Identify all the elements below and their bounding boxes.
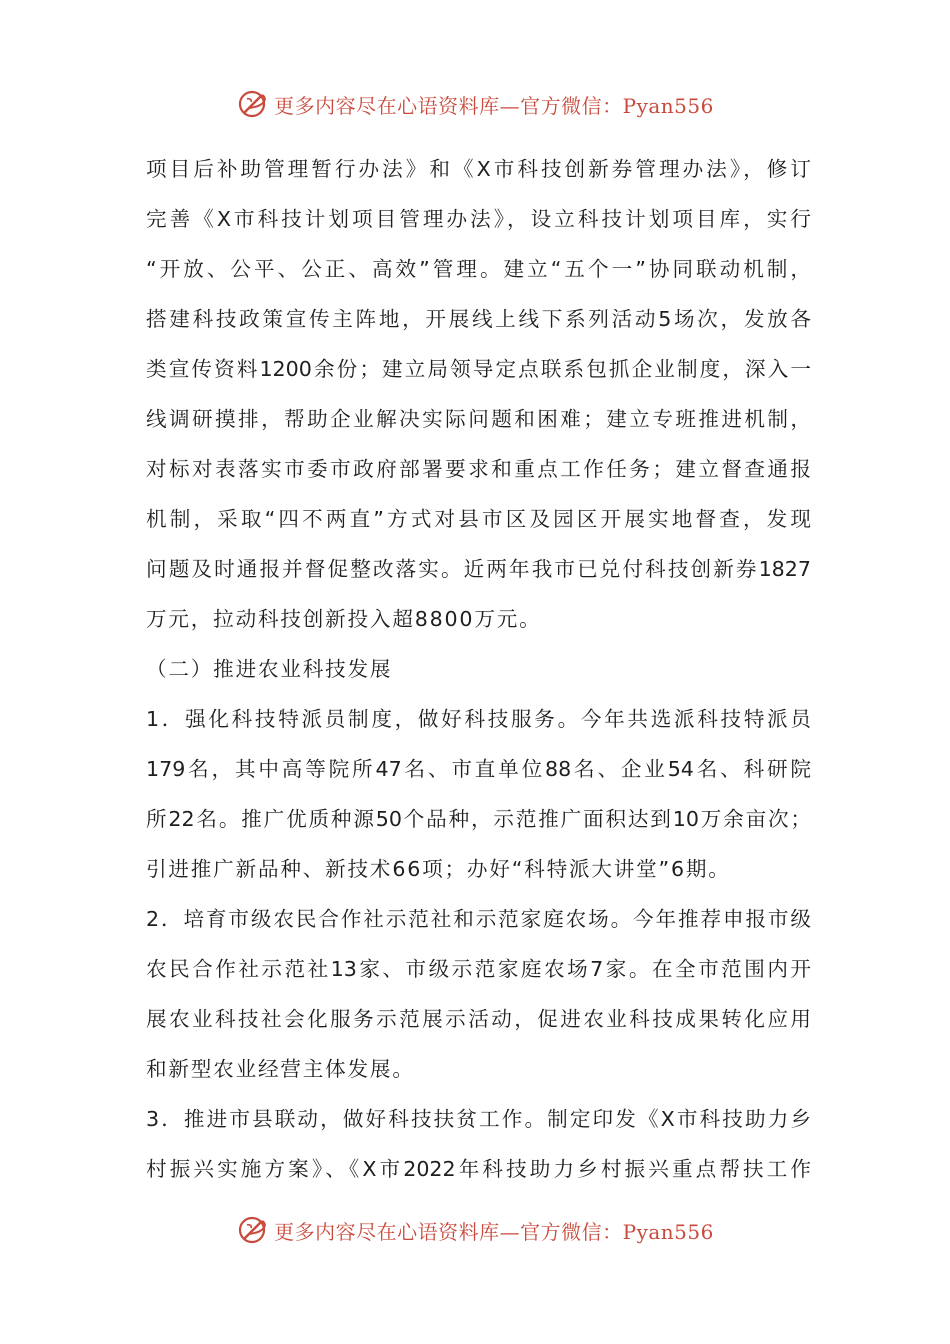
text-line: 线调研摸排，帮助企业解决实际问题和困难；建立专班推进机制， xyxy=(146,407,811,431)
text-line: 问题及时通报并督促整改落实。近两年我市已兑付科技创新券1827 xyxy=(146,557,811,581)
watermark-text: 更多内容尽在心语资料库—官方微信：Pyan556 xyxy=(274,93,714,118)
text-line: 搭建科技政策宣传主阵地，开展线上线下系列活动5场次，发放各 xyxy=(146,307,811,331)
text-line: 所22名。推广优质种源50个品种，示范推广面积达到10万余亩次； xyxy=(146,807,811,831)
text-line: 对标对表落实市委市政府部署要求和重点工作任务；建立督查通报 xyxy=(146,457,811,481)
text-line: 2．培育市级农民合作社示范社和示范家庭农场。今年推荐申报市级 xyxy=(146,907,811,931)
text-line: 村振兴实施方案》、《X市2022年科技助力乡村振兴重点帮扶工作 xyxy=(146,1157,811,1181)
quill-logo-icon xyxy=(236,1213,270,1247)
document-body xyxy=(146,150,811,1200)
section-heading: （二）推进农业科技发展 xyxy=(146,657,393,681)
text-line: 完善《X市科技计划项目管理办法》，设立科技计划项目库，实行 xyxy=(146,207,811,231)
text-line: 3．推进市县联动，做好科技扶贫工作。制定印发《X市科技助力乡 xyxy=(146,1107,811,1131)
footer-watermark xyxy=(0,1212,950,1248)
text-line: 机制，采取“四不两直”方式对县市区及园区开展实地督查，发现 xyxy=(146,507,811,531)
text-line: 农民合作社示范社13家、市级示范家庭农场7家。在全市范围内开 xyxy=(146,957,811,981)
text-line: 类宣传资料1200余份；建立局领导定点联系包抓企业制度，深入一 xyxy=(146,357,811,381)
text-line: “开放、公平、公正、高效”管理。建立“五个一”协同联动机制， xyxy=(146,257,811,281)
text-line: 和新型农业经营主体发展。 xyxy=(146,1057,415,1081)
text-line: 179名，其中高等院所47名、市直单位88名、企业54名、科研院 xyxy=(146,757,811,781)
header-watermark xyxy=(0,86,950,122)
text-line: 1．强化科技特派员制度，做好科技服务。今年共选派科技特派员 xyxy=(146,707,811,731)
text-line: 万元，拉动科技创新投入超8800万元。 xyxy=(146,607,542,631)
quill-logo-icon xyxy=(236,87,270,121)
text-line: 展农业科技社会化服务示范展示活动，促进农业科技成果转化应用 xyxy=(146,1007,811,1031)
text-line: 引进推广新品种、新技术66项；办好“科特派大讲堂”6期。 xyxy=(146,857,731,881)
watermark-text: 更多内容尽在心语资料库—官方微信：Pyan556 xyxy=(274,1219,714,1244)
text-line: 项目后补助管理暂行办法》和《X市科技创新券管理办法》，修订 xyxy=(146,157,811,181)
